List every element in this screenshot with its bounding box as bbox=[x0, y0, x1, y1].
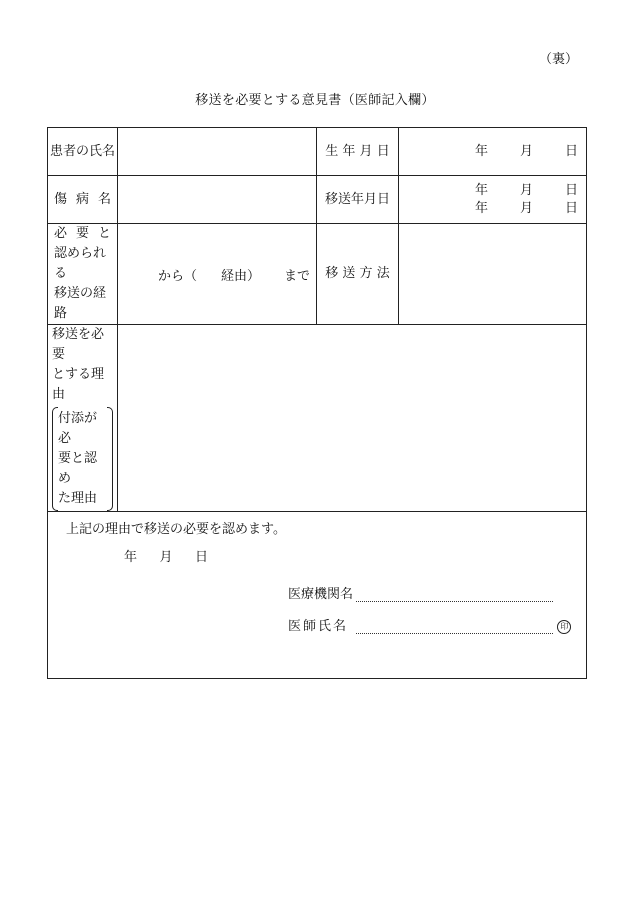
transfer-date-1: 年 月 日 bbox=[475, 182, 578, 198]
row-route bbox=[48, 224, 587, 325]
method-label: 移 送 方 法 bbox=[317, 224, 399, 325]
certification-statement: 上記の理由で移送の必要を認めます。 bbox=[66, 522, 286, 537]
doctor-line[interactable] bbox=[356, 619, 553, 634]
certification-section bbox=[48, 512, 587, 679]
institution-row bbox=[288, 583, 553, 602]
reason-field[interactable] bbox=[118, 325, 587, 512]
illness-label: 傷 病 名 bbox=[48, 176, 118, 224]
route-label-line2: 認められる bbox=[54, 246, 107, 281]
row-illness bbox=[48, 176, 587, 224]
row-certification bbox=[48, 512, 587, 679]
dob-label: 生 年 月 日 bbox=[317, 128, 399, 176]
route-label-line3: 移送の経路 bbox=[54, 286, 107, 321]
institution-label: 医療機関名 bbox=[288, 587, 354, 602]
route-from: から（ bbox=[158, 268, 198, 284]
method-field[interactable] bbox=[399, 224, 587, 325]
route-field[interactable] bbox=[118, 224, 317, 325]
route-label-line1: 必 要 と bbox=[54, 226, 111, 241]
opinion-form-table bbox=[47, 127, 587, 679]
illness-field[interactable] bbox=[118, 176, 317, 224]
doctor-row bbox=[288, 615, 571, 634]
reason-label: 移送を必要 とする理由 付添が必 要と認め た理由 bbox=[48, 325, 118, 512]
seal-mark: 印 bbox=[557, 620, 571, 634]
transfer-date-label: 移送年月日 bbox=[317, 176, 399, 224]
transfer-date-field[interactable] bbox=[399, 176, 587, 224]
patient-name-field[interactable] bbox=[118, 128, 317, 176]
dob-date: 年 月 日 bbox=[475, 143, 578, 159]
row-patient bbox=[48, 128, 587, 176]
route-label bbox=[48, 224, 118, 325]
certification-date: 年 月 日 bbox=[124, 550, 208, 565]
page-title: 移送を必要とする意見書（医師記入欄） bbox=[195, 93, 435, 108]
transfer-date-2: 年 月 日 bbox=[475, 200, 578, 216]
dob-field[interactable] bbox=[399, 128, 587, 176]
route-to: まで bbox=[283, 268, 310, 284]
attendant-reason-bracket: 付添が必 要と認め た理由 bbox=[52, 407, 113, 511]
doctor-label: 医 師 氏 名 bbox=[288, 619, 346, 634]
route-via: 経由） bbox=[220, 268, 260, 284]
back-side-label: （裏） bbox=[538, 52, 578, 67]
row-reason bbox=[48, 325, 587, 512]
patient-name-label: 患者の氏名 bbox=[48, 128, 118, 176]
institution-line[interactable] bbox=[356, 587, 553, 602]
